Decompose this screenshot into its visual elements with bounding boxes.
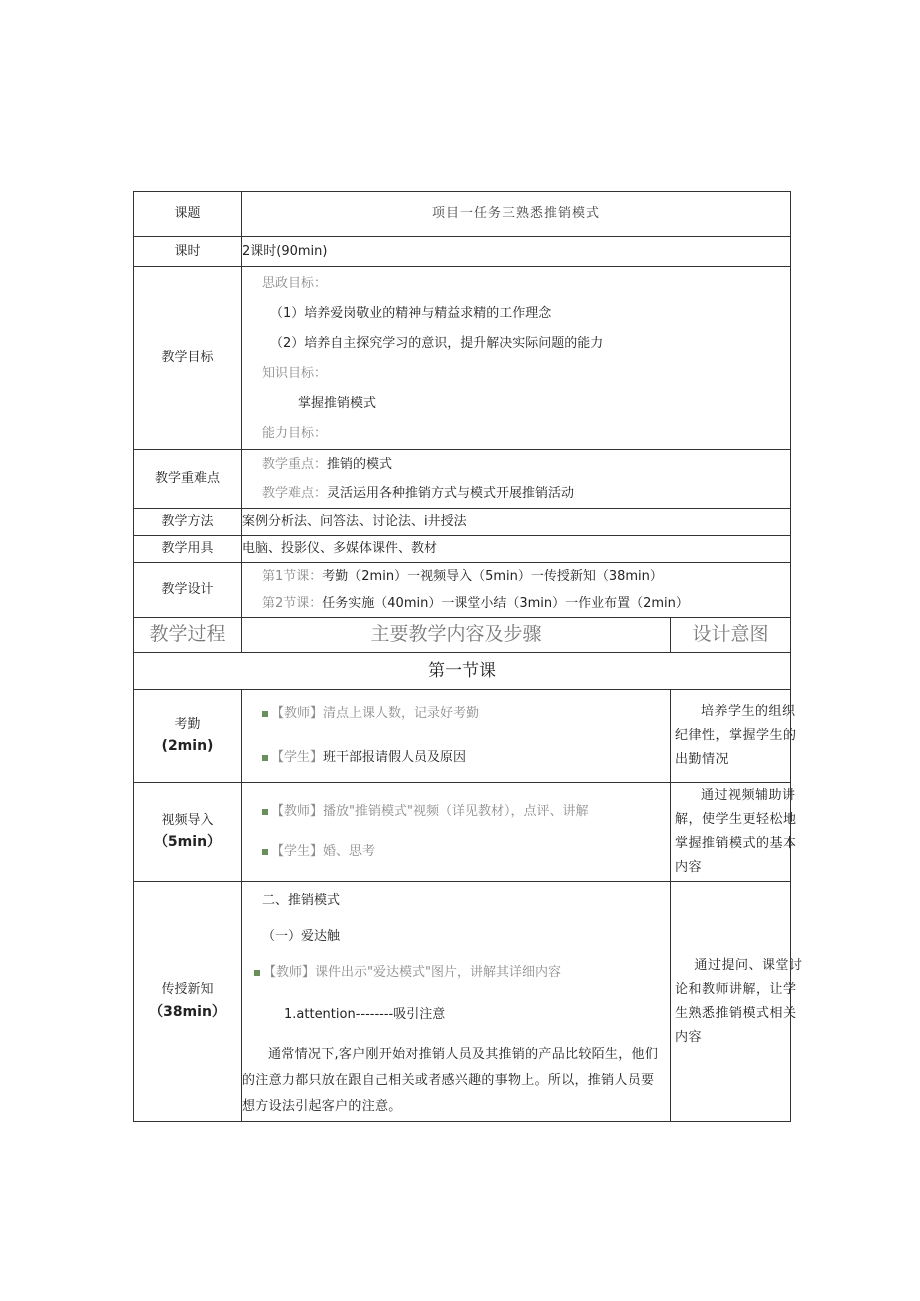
role-text: 婚、思考 bbox=[323, 844, 376, 859]
political-goal-title: 思政目标： bbox=[262, 276, 328, 291]
step-row-new-knowledge bbox=[134, 882, 791, 1122]
step-row-attendance bbox=[134, 690, 791, 783]
political-goal-item-1: （1）培养爱岗敬业的精神与精益求精的工作理念 bbox=[270, 306, 552, 321]
intent-line: 内容 bbox=[675, 1029, 703, 1045]
design-label: 教学设计 bbox=[134, 563, 242, 618]
bullet-icon bbox=[262, 755, 268, 761]
section-title: 第一节课 bbox=[134, 653, 791, 690]
topic-label: 课题 bbox=[134, 192, 242, 237]
content-subheading: （一）爱达触 bbox=[262, 929, 341, 944]
ability-goal-title: 能力目标： bbox=[262, 426, 328, 441]
intent-header: 设计意图 bbox=[671, 618, 791, 653]
knowledge-goal-item: 掌握推销模式 bbox=[298, 396, 377, 411]
content-heading: 二、推销模式 bbox=[262, 893, 341, 908]
knowledge-goal-title: 知识目标： bbox=[262, 366, 328, 381]
intent-line: 培养学生的组织 bbox=[701, 704, 796, 719]
bullet-icon bbox=[262, 711, 268, 717]
political-goal-item-2: （2）培养自主探究学习的意识，提升解决实际问题的能力 bbox=[270, 336, 604, 351]
step-name: 传授新知 bbox=[161, 982, 214, 998]
tools-value: 电脑、投影仪、多媒体课件、教材 bbox=[242, 536, 791, 563]
difficulty-label: 教学难点： bbox=[262, 486, 328, 501]
role-label: 【学生】 bbox=[271, 844, 324, 859]
lesson1-text: 考勤（2min）一视频导入（5min）一传授新知（38min） bbox=[322, 569, 663, 584]
objectives-content bbox=[242, 267, 791, 450]
step-content bbox=[242, 783, 671, 882]
method-row bbox=[134, 509, 791, 536]
key-points-content bbox=[242, 450, 791, 509]
intent-line: 论和教师讲解，让学 bbox=[675, 981, 797, 997]
content-paragraph: 通常情况下,客户刚开始对推销人员及其推销的产品比较陌生，他们的注意力都只放在跟自己相关或者感兴趣的事物上。所以，推销人员要想方设法引起客户的注意。 bbox=[242, 1047, 659, 1114]
topic-title: 项目一任务三熟悉推销模式 bbox=[242, 192, 791, 237]
method-value: 案例分析法、问答法、讨论法、i井授法 bbox=[242, 509, 791, 536]
objectives-row bbox=[134, 267, 791, 450]
bullet-icon bbox=[254, 970, 260, 976]
step-name-cell bbox=[134, 690, 242, 783]
hours-label: 课时 bbox=[134, 237, 242, 267]
role-text: 播放"推销模式"视频（详见教材），点评、讲解 bbox=[323, 804, 589, 819]
step-time: （5min） bbox=[153, 834, 222, 851]
bullet-icon bbox=[262, 849, 268, 855]
step-content bbox=[242, 882, 671, 1122]
key-points-label: 教学重难点 bbox=[134, 450, 242, 509]
step-time: (2min) bbox=[161, 738, 214, 755]
tools-label: 教学用具 bbox=[134, 536, 242, 563]
hours-row bbox=[134, 237, 791, 267]
role-text: 清点上课人数，记录好考勤 bbox=[323, 706, 480, 721]
intent-line: 纪律性，掌握学生的 bbox=[675, 728, 797, 743]
attention-line: 1.attention--------吸引注意 bbox=[284, 1007, 446, 1022]
key-points-row bbox=[134, 450, 791, 509]
role-label: 【教师】 bbox=[271, 804, 324, 819]
hours-value: 2课时(90min) bbox=[242, 237, 791, 267]
step-time: （38min） bbox=[149, 1003, 226, 1020]
process-header-row bbox=[134, 618, 791, 653]
role-text: 班干部报请假人员及原因 bbox=[323, 750, 467, 765]
intent-line: 内容 bbox=[675, 860, 703, 875]
step-intent bbox=[671, 690, 797, 783]
role-label: 【教师】 bbox=[263, 965, 316, 980]
objectives-label: 教学目标 bbox=[134, 267, 242, 450]
role-text: 课件出示"爱达模式"图片，讲解其详细内容 bbox=[315, 965, 561, 980]
section-row bbox=[134, 653, 791, 690]
design-row bbox=[134, 563, 791, 618]
bullet-icon bbox=[262, 809, 268, 815]
step-content bbox=[242, 690, 671, 783]
lesson2-text: 任务实施（40min）一课堂小结（3min）一作业布置（2min） bbox=[322, 596, 689, 611]
process-header: 教学过程 bbox=[134, 618, 242, 653]
intent-line: 生熟悉推销模式相关 bbox=[675, 1005, 797, 1021]
lesson-plan-table bbox=[133, 191, 803, 1122]
lesson2-label: 第2节课： bbox=[262, 596, 323, 611]
focus-label: 教学重点： bbox=[262, 457, 328, 472]
topic-row bbox=[134, 192, 791, 237]
content-header: 主要教学内容及步骤 bbox=[242, 618, 671, 653]
method-label: 教学方法 bbox=[134, 509, 242, 536]
design-content bbox=[242, 563, 791, 618]
tools-row bbox=[134, 536, 791, 563]
step-name-cell bbox=[134, 882, 242, 1122]
intent-line: 出勤情况 bbox=[675, 752, 730, 767]
role-label: 【教师】 bbox=[271, 706, 324, 721]
step-intent bbox=[671, 783, 797, 882]
step-name: 视频导入 bbox=[161, 812, 214, 828]
step-intent bbox=[671, 882, 803, 1122]
difficulty-text: 灵活运用各种推销方式与模式开展推销活动 bbox=[327, 486, 575, 501]
intent-line: 通过提问、课堂讨 bbox=[694, 957, 803, 973]
focus-text: 推销的模式 bbox=[327, 457, 393, 472]
lesson1-label: 第1节课： bbox=[262, 569, 323, 584]
step-name: 考勤 bbox=[174, 716, 201, 732]
intent-line: 掌握推销模式的基本 bbox=[675, 836, 797, 851]
role-label: 【学生】 bbox=[271, 750, 324, 765]
intent-line: 解，使学生更轻松地 bbox=[675, 812, 797, 827]
intent-line: 通过视频辅助讲 bbox=[701, 788, 796, 803]
step-row-video bbox=[134, 783, 791, 882]
step-name-cell bbox=[134, 783, 242, 882]
